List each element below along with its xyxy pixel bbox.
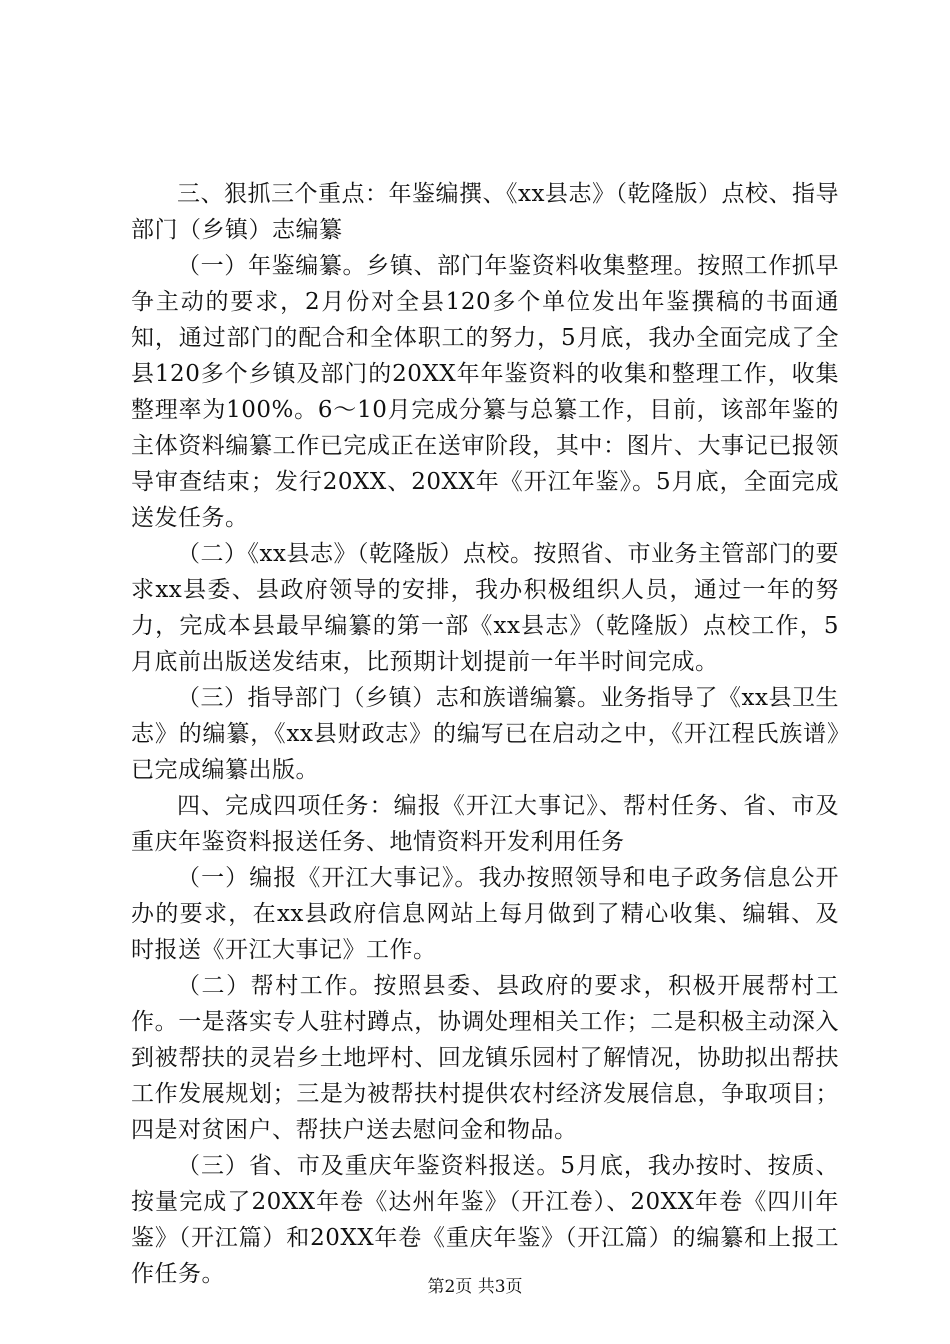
paragraph-guidance: （三）指导部门（乡镇）志和族谱编纂。业务指导了《xx县卫生志》的编纂，《xx县财政志》的编写已在启动之中，《开江程氏族谱》已完成编纂出版。	[131, 685, 839, 783]
page-footer: 第2页 共3页	[427, 1277, 523, 1297]
paragraph-village-assistance: （二）帮村工作。按照县委、县政府的要求，积极开展帮村工作。一是落实专人驻村蹲点，协调处理相关工作；二是积极主动深入到被帮扶的灵岩乡土地坪村、回龙镇乐园村了解情况，协助拟出帮扶工作发展规划；三是为被帮扶村提供农村经济发展信息，争取项目；四是对贫困户、帮扶户送去慰问金和物品。	[131, 973, 839, 1143]
section-heading-three: 三、狠抓三个重点：年鉴编撰、《xx县志》（乾隆版）点校、指导部门（乡镇）志编纂	[131, 181, 839, 243]
paragraph-county-annals: （二）《xx县志》（乾隆版）点校。按照省、市业务主管部门的要求xx县委、县政府领导的安排，我办积极组织人员，通过一年的努力，完成本县最早编纂的第一部《xx县志》（乾隆版）点校工作，5月底前出版送发结束，比预期计划提前一年半时间完成。	[131, 541, 839, 675]
document-body	[131, 176, 839, 1292]
section-heading-four: 四、完成四项任务：编报《开江大事记》、帮村任务、省、市及重庆年鉴资料报送任务、地情资料开发利用任务	[131, 793, 839, 855]
paragraph-yearbook: （一）年鉴编纂。乡镇、部门年鉴资料收集整理。按照工作抓早争主动的要求，2月份对全县120多个单位发出年鉴撰稿的书面通知，通过部门的配合和全体职工的努力，5月底，我办全面完成了全县120多个乡镇及部门的20XX年年鉴资料的收集和整理工作，收集整理率为100%。6～10月完成分纂与总纂工作，目前，该部年鉴的主体资料编纂工作已完成正在送审阶段，其中：图片、大事记已报领导审查结束；发行20XX、20XX年《开江年鉴》。5月底，全面完成送发任务。	[131, 253, 839, 531]
paragraph-yearbook-submission: （三）省、市及重庆年鉴资料报送。5月底，我办按时、按质、按量完成了20XX年卷《达州年鉴》（开江卷）、20XX年卷《四川年鉴》（开江篇）和20XX年卷《重庆年鉴》（开江篇）的编纂和上报工作任务。	[131, 1153, 839, 1287]
paragraph-chronicle: （一）编报《开江大事记》。我办按照领导和电子政务信息公开办的要求，在xx县政府信息网站上每月做到了精心收集、编辑、及时报送《开江大事记》工作。	[131, 865, 839, 963]
